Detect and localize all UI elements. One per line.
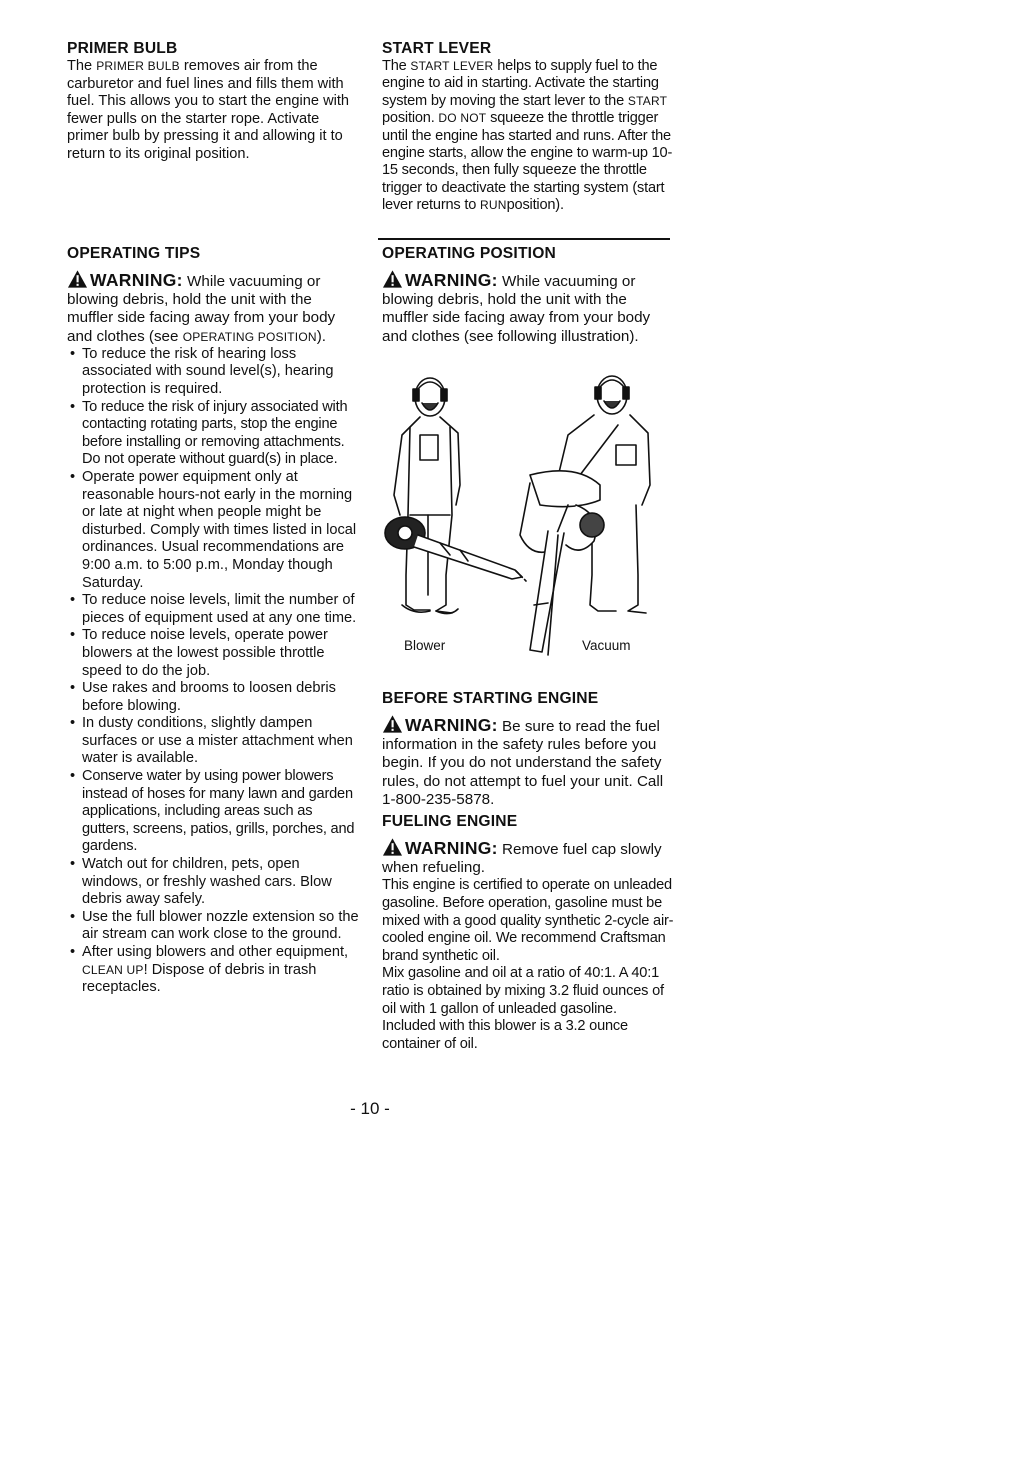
figure-label-blower: Blower [404, 638, 446, 653]
figure-label-vacuum: Vacuum [582, 638, 631, 653]
warning-triangle-icon [382, 837, 403, 857]
fueling-warning: WARNING: Remove fuel cap slowly when refueling. [382, 838, 662, 877]
operating-position-warning: WARNING: While vacuuming or blowing debris, hold the unit with the muffler side facing away from your body and clothes (see following illustration). [382, 270, 651, 345]
start-lever-section [382, 40, 674, 215]
list-item: • To reduce the risk of injury associated with contacting rotating parts, stop the engine before installing or removing attachments. Do not operate without guard(s) in place. [67, 399, 359, 469]
primer-bulb-heading: PRIMER BULB [67, 40, 178, 57]
start-lever-text: The START LEVER helps to supply fuel to the engine to aid in starting. Activate the starting system by moving the start lever to the START position. DO NOT squeeze the throttle trigger until the engine has started and runs. After the engine starts, allow the engine to warm-up 10-15 seconds, then fully squeeze the throttle trigger to deactivate the starting system (start lever returns to RUNposition). [382, 58, 673, 214]
operating-tips-list [67, 346, 359, 997]
operating-position-illustration [380, 365, 680, 665]
operating-position-heading: OPERATING POSITION [382, 245, 556, 262]
fueling-heading: FUELING ENGINE [382, 813, 518, 831]
section-divider [378, 238, 670, 240]
list-item: • In dusty conditions, slightly dampen surfaces or use a mister attachment when water is available. [67, 715, 359, 768]
warning-triangle-icon [382, 269, 403, 289]
before-starting-heading: BEFORE STARTING ENGINE [382, 690, 599, 707]
operating-tips-heading: OPERATING TIPS [67, 245, 201, 262]
list-item: • To reduce noise levels, operate power blowers at the lowest possible throttle speed to do the job. [67, 627, 359, 680]
before-starting-warning: WARNING: Be sure to read the fuel information in the safety rules before you begin. If you do not understand the safety rules, do not attempt to fuel your unit. Call 1-800-235-5878. [382, 715, 664, 808]
fueling-paragraph-2: Mix gasoline and oil at a ratio of 40:1. A 40:1 ratio is obtained by mixing 3.2 fluid ounces of oil with 1 gallon of unleaded gasoline. Included with this blower is a 3.2 ounce container of oil. [382, 965, 664, 1052]
fueling-paragraph-1: This engine is certified to operate on unleaded gasoline. Before operation, gasoline must be mixed with a good quality synthetic 2-cycle air-cooled engine oil. We recommend Craftsman brand synthetic oil. [382, 877, 674, 964]
list-item: • Watch out for children, pets, open windows, or freshly washed cars. Blow debris away safely. [67, 856, 359, 909]
list-item: • Operate power equipment only at reasonable hours-not early in the morning or late at night when people might be disturbed. Comply with times listed in local ordinances. Usual recommendations are 9:00 a.m. to 5:00 p.m., Monday though Saturday. [67, 469, 359, 592]
list-item: • After using blowers and other equipment, CLEAN UP! Dispose of debris in trash receptacles. [67, 944, 359, 997]
primer-bulb-section [67, 40, 359, 164]
list-item: • Use rakes and brooms to loosen debris before blowing. [67, 680, 359, 715]
primer-bulb-text: The PRIMER BULB removes air from the carburetor and fuel lines and fills them with fuel. This allows you to start the engine with fewer pulls on the starter rope. Activate primer bulb by pressing it and allowing it to return to its original position. [67, 58, 350, 162]
operating-tips-section [67, 245, 359, 997]
operating-position-section [382, 245, 674, 346]
page-number: - 10 - [350, 1099, 390, 1118]
list-item: • Use the full blower nozzle extension so the air stream can work close to the ground. [67, 909, 359, 944]
start-lever-heading: START LEVER [382, 40, 492, 57]
list-item: • To reduce the risk of hearing loss associated with sound level(s), hearing protection is required. [67, 346, 359, 399]
blower-operator-figure [394, 378, 460, 614]
warning-triangle-icon [67, 269, 88, 289]
warning-triangle-icon [382, 714, 403, 734]
before-starting-section [382, 690, 674, 1053]
list-item: • Conserve water by using power blowers instead of hoses for many lawn and garden applications, including areas such as gutters, screens, patios, grills, porches, and gardens. [67, 768, 359, 856]
list-item: • To reduce noise levels, limit the number of pieces of equipment used at any one time. [67, 592, 359, 627]
operating-tips-warning: WARNING: While vacuuming or blowing debris, hold the unit with the muffler side facing away from your body and clothes (see OPERATING POSITION). [67, 270, 336, 345]
